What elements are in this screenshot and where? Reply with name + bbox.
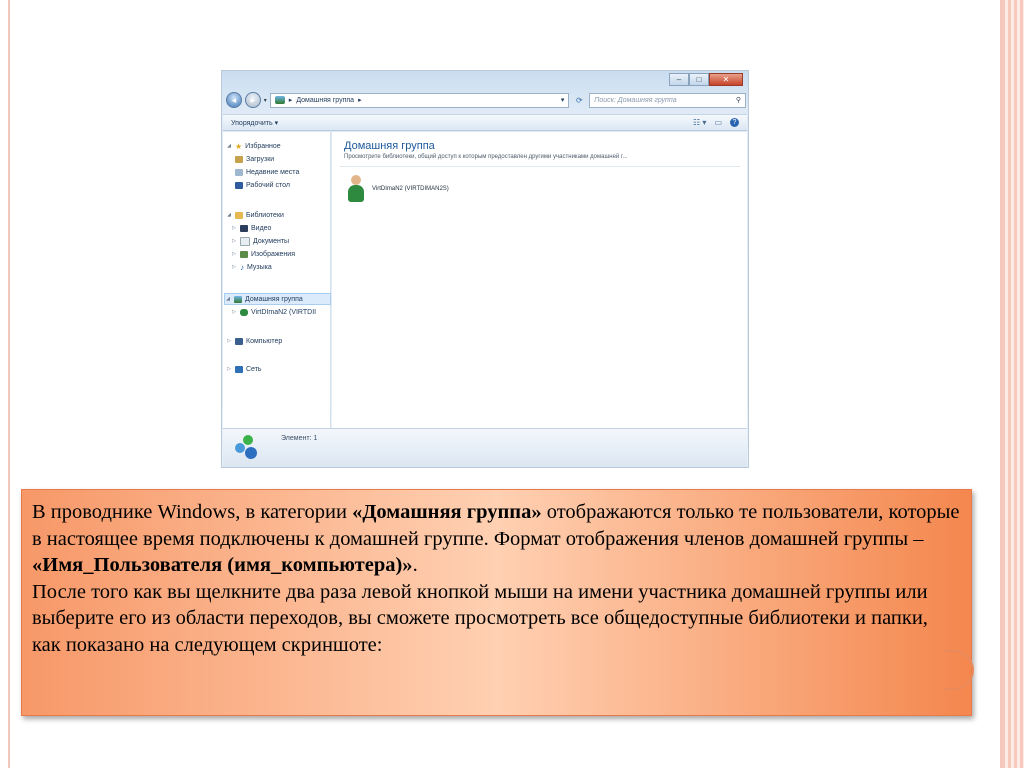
nav-network[interactable] xyxy=(226,363,262,375)
desktop-icon xyxy=(235,182,243,189)
nav-pictures-label: Изображения xyxy=(251,250,295,258)
search-icon: ⚲ xyxy=(735,97,742,104)
slide-stripes xyxy=(1002,0,1024,768)
nav-documents-label: Документы xyxy=(253,237,290,245)
nav-homegroup-label: Домашняя группа xyxy=(245,295,303,303)
item-count: Элемент: 1 xyxy=(281,435,318,442)
nav-recent-places[interactable] xyxy=(235,166,299,178)
nav-homegroup-member[interactable] xyxy=(231,306,316,318)
nav-music-label: Музыка xyxy=(247,263,272,271)
collapse-arrow-icon[interactable]: ▷ xyxy=(232,309,236,315)
collapse-arrow-icon[interactable]: ▷ xyxy=(232,264,236,270)
expand-arrow-icon[interactable]: ◢ xyxy=(227,143,231,149)
nav-libraries-label: Библиотеки xyxy=(246,211,284,219)
collapse-arrow-icon[interactable]: ▷ xyxy=(232,225,236,231)
content-pane xyxy=(332,132,747,428)
collapse-arrow-icon[interactable]: ▷ xyxy=(227,338,231,344)
window-controls xyxy=(669,73,743,86)
help-icon[interactable]: ? xyxy=(730,118,739,127)
address-row xyxy=(226,90,746,110)
views-icon[interactable]: ☷ ▾ xyxy=(693,118,707,127)
expand-arrow-icon[interactable]: ◢ xyxy=(226,296,230,302)
collapse-arrow-icon[interactable]: ▷ xyxy=(227,366,231,372)
nav-desktop[interactable] xyxy=(235,179,290,191)
address-separator-icon: ▸ xyxy=(288,97,293,104)
libraries-icon xyxy=(235,212,243,219)
search-input[interactable] xyxy=(589,93,746,108)
text-span: . xyxy=(412,554,418,576)
expand-arrow-icon[interactable]: ◢ xyxy=(227,212,231,218)
nav-documents[interactable] xyxy=(231,235,289,247)
network-icon xyxy=(235,366,243,373)
nav-member-label: VirtDImaN2 (VIRTDII xyxy=(251,308,317,316)
video-icon xyxy=(240,225,248,232)
divider xyxy=(340,166,740,167)
downloads-icon xyxy=(235,156,243,163)
nav-downloads-label: Загрузки xyxy=(246,155,275,163)
content-title: Домашняя группа xyxy=(344,140,435,152)
recent-pages-dropdown[interactable]: ▾ xyxy=(263,97,267,104)
computer-icon xyxy=(235,338,243,345)
nav-homegroup[interactable] xyxy=(224,293,331,305)
member-name: VirtDImaN2 (VIRTDIMAN2S) xyxy=(372,186,449,192)
navigation-pane xyxy=(223,132,331,428)
organize-button[interactable]: Упорядочить ▾ xyxy=(231,119,279,127)
collapse-arrow-icon[interactable]: ▷ xyxy=(232,238,236,244)
text-bold: «Имя_Пользователя (имя_компьютера)» xyxy=(32,554,413,576)
homegroup-large-icon xyxy=(235,435,259,459)
user-icon xyxy=(240,309,248,316)
pictures-icon xyxy=(240,251,248,258)
collapse-arrow-icon[interactable]: ▷ xyxy=(232,251,236,257)
paragraph-1 xyxy=(32,499,961,579)
forward-button[interactable]: ▸ xyxy=(245,92,261,108)
homegroup-member-item[interactable] xyxy=(346,174,449,204)
nav-pictures[interactable] xyxy=(231,248,295,260)
homegroup-icon xyxy=(234,296,242,303)
refresh-icon[interactable]: ⟳ xyxy=(575,95,583,105)
address-dropdown-icon[interactable]: ▾ xyxy=(560,97,565,104)
homegroup-icon xyxy=(275,96,285,104)
text-span: В проводнике Windows, в категории xyxy=(32,501,353,523)
recent-places-icon xyxy=(235,169,243,176)
text-span: отображаются только те пользователи, которые в настоящее время подключены к домашней группе. Формат отображения членов домашней группы – xyxy=(32,501,960,550)
details-pane xyxy=(223,428,747,467)
nav-favorites-label: Избранное xyxy=(245,142,281,150)
user-icon xyxy=(346,174,366,204)
description-box xyxy=(21,489,972,716)
nav-video-label: Видео xyxy=(251,224,272,232)
nav-computer[interactable] xyxy=(226,335,282,347)
nav-network-label: Сеть xyxy=(246,365,262,373)
nav-computer-label: Компьютер xyxy=(246,337,283,345)
nav-desktop-label: Рабочий стол xyxy=(246,181,290,189)
minimize-button[interactable]: – xyxy=(669,73,689,86)
close-button[interactable]: ✕ xyxy=(709,73,743,86)
nav-recent-places-label: Недавние места xyxy=(246,168,300,176)
explorer-window xyxy=(221,70,749,468)
nav-video[interactable] xyxy=(231,222,271,234)
address-bar[interactable] xyxy=(270,93,570,108)
nav-downloads[interactable] xyxy=(235,153,274,165)
address-path[interactable]: Домашняя группа xyxy=(296,96,355,104)
maximize-button[interactable]: □ xyxy=(689,73,709,86)
star-icon: ★ xyxy=(235,141,243,151)
preview-pane-icon[interactable]: ▭ xyxy=(714,118,722,127)
text-bold: «Домашняя группа» xyxy=(352,501,542,523)
command-bar xyxy=(223,114,747,131)
back-button[interactable]: ◂ xyxy=(226,92,242,108)
music-icon: ♪ xyxy=(240,262,244,272)
address-separator-icon: ▸ xyxy=(358,97,362,104)
documents-icon xyxy=(240,237,250,246)
nav-libraries[interactable] xyxy=(226,209,284,221)
nav-music[interactable] xyxy=(231,261,272,273)
content-subtitle: Просмотрите библиотеки, общий доступ к которым предоставлен другими участниками домашней г... xyxy=(344,154,628,160)
paragraph-2: После того как вы щелкните два раза левой кнопкой мыши на имени участника домашней группы или выберите его из области переходов, вы сможете просмотреть все общедоступные библиотеки и папки, как показано на следующем скриншоте: xyxy=(32,580,928,656)
search-placeholder: Поиск: Домашняя группа xyxy=(594,96,677,104)
nav-favorites[interactable] xyxy=(226,140,281,152)
